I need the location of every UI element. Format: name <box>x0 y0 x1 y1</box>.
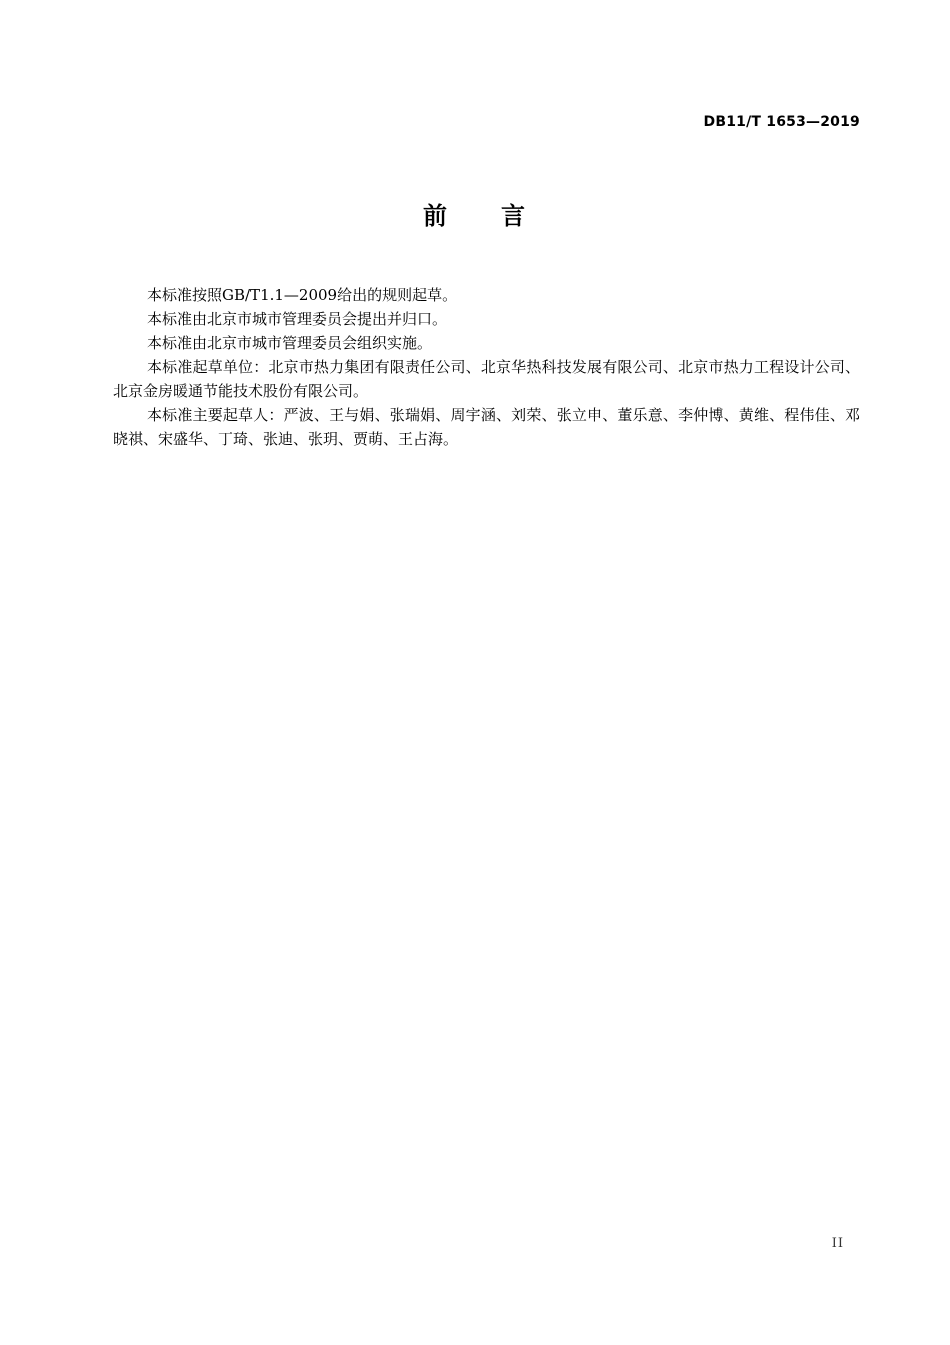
paragraph-drafting-rules: 本标准按照GB/T1.1—2009给出的规则起草。 <box>147 286 458 304</box>
paragraph-proposer: 本标准由北京市城市管理委员会提出并归口。 <box>147 310 448 328</box>
page-number: II <box>831 1236 844 1251</box>
paragraph-drafters: 本标准主要起草人：严波、王与娟、张瑞娟、周宇涵、刘荣、张立申、董乐意、李仲博、黄维、程伟佳、邓晓祺、宋盛华、丁琦、张迪、张玥、贾萌、王占海。 <box>113 406 860 448</box>
paragraph-implementer: 本标准由北京市城市管理委员会组织实施。 <box>147 334 433 352</box>
page-title: 前 言 <box>423 202 527 230</box>
paragraph-drafting-units: 本标准起草单位：北京市热力集团有限责任公司、北京华热科技发展有限公司、北京市热力工程设计公司、北京金房暖通节能技术股份有限公司。 <box>113 358 860 400</box>
foreword-body <box>113 283 860 451</box>
standard-code: DB11/T 1653—2019 <box>703 114 860 130</box>
